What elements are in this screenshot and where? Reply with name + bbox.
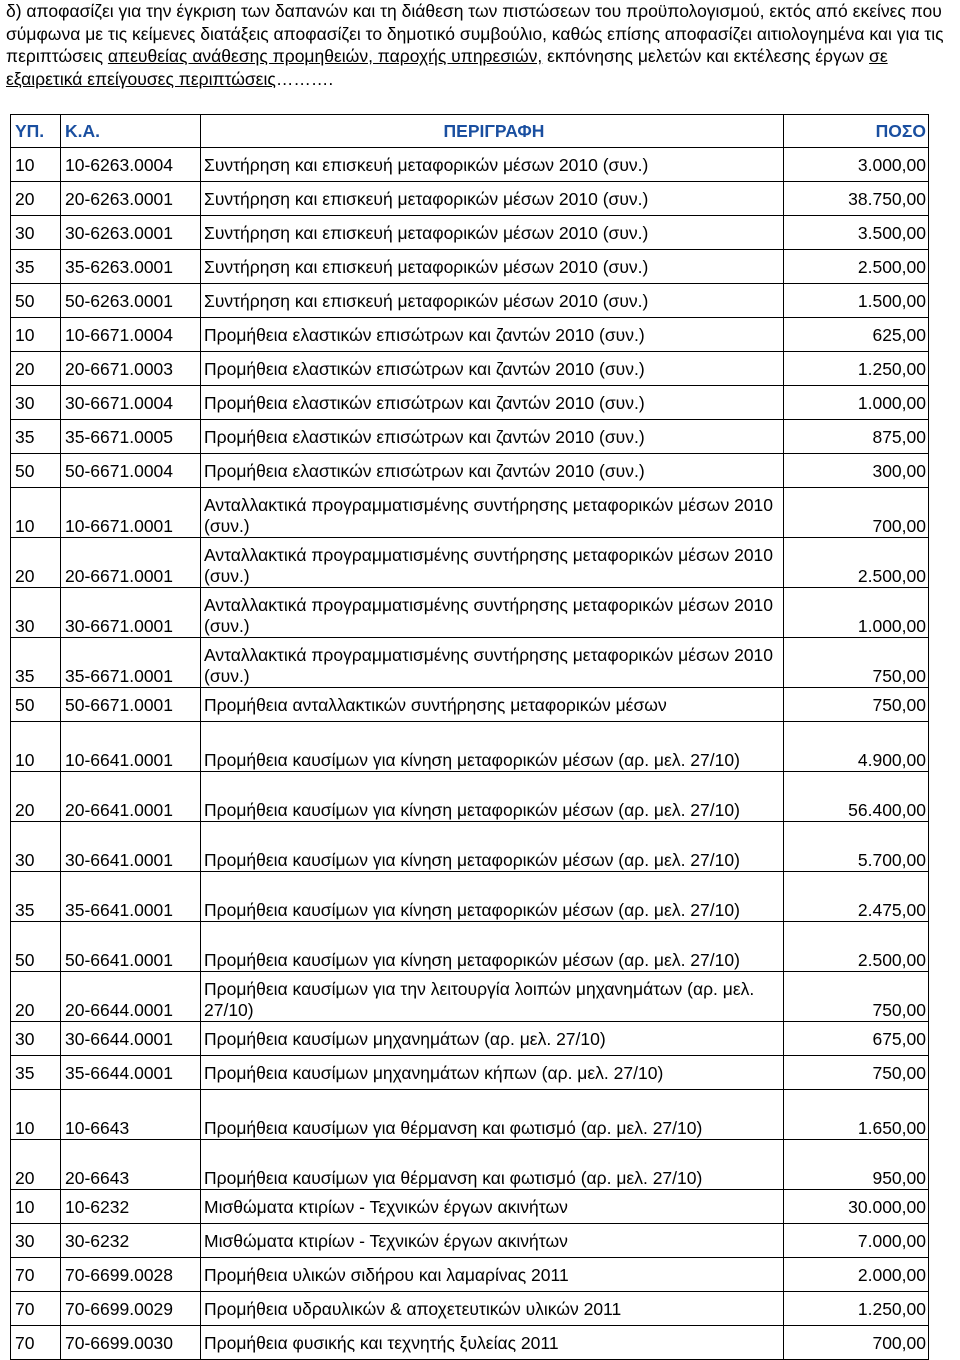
cell-amount: 950,00 [784,1140,929,1190]
cell-yp: 10 [11,318,61,352]
cell-yp: 50 [11,922,61,972]
expenses-table [10,114,929,1360]
cell-amount: 3.500,00 [784,216,929,250]
cell-description: Προμήθεια καυσίμων για θέρμανση και φωτισμό (αρ. μελ. 27/10) [201,1090,784,1140]
cell-yp: 10 [11,1190,61,1224]
cell-amount: 38.750,00 [784,182,929,216]
table-row [11,688,929,722]
cell-description: Προμήθεια καυσίμων για κίνηση μεταφορικών μέσων (αρ. μελ. 27/10) [201,922,784,972]
cell-ka: 20-6643 [61,1140,201,1190]
cell-amount: 2.475,00 [784,872,929,922]
cell-ka: 20-6263.0001 [61,182,201,216]
cell-yp: 35 [11,250,61,284]
cell-yp: 10 [11,488,61,538]
cell-amount: 1.000,00 [784,588,929,638]
cell-amount: 750,00 [784,688,929,722]
cell-ka: 30-6671.0004 [61,386,201,420]
table-row [11,488,929,538]
cell-yp: 20 [11,182,61,216]
cell-ka: 20-6671.0003 [61,352,201,386]
table-row [11,822,929,872]
cell-amount: 56.400,00 [784,772,929,822]
cell-description: Ανταλλακτικά προγραμματισμένης συντήρησης μεταφορικών μέσων 2010 (συν.) [201,538,784,588]
cell-description: Συντήρηση και επισκευή μεταφορικών μέσων 2010 (συν.) [201,182,784,216]
intro-underlined-text: απευθείας ανάθεσης προμηθειών, παροχής υπηρεσιών, [107,46,543,66]
table-row [11,1326,929,1360]
table-header-row [11,115,929,148]
cell-description: Προμήθεια ανταλλακτικών συντήρησης μεταφορικών μέσων [201,688,784,722]
cell-description: Ανταλλακτικά προγραμματισμένης συντήρησης μεταφορικών μέσων 2010 (συν.) [201,488,784,538]
table-row [11,588,929,638]
cell-ka: 10-6671.0001 [61,488,201,538]
cell-description: Συντήρηση και επισκευή μεταφορικών μέσων 2010 (συν.) [201,216,784,250]
cell-amount: 750,00 [784,638,929,688]
cell-description: Προμήθεια καυσίμων για κίνηση μεταφορικών μέσων (αρ. μελ. 27/10) [201,772,784,822]
cell-amount: 750,00 [784,972,929,1022]
cell-yp: 50 [11,688,61,722]
cell-description: Προμήθεια ελαστικών επισώτρων και ζαντών 2010 (συν.) [201,420,784,454]
intro-text: δ) αποφασίζει για την έγκριση των δαπανών και τη διάθεση των πιστώσεων του προϋπολογισμού, εκτός από εκείνες που σύμφωνα με τις κείμενες διατάξεις αποφασίζει το δημοτικό συμβούλιο, καθώς επίσης αποφασίζει αιτιολογημένα και για τις περιπτώσεις [6,1,944,66]
cell-description: Προμήθεια καυσίμων για κίνηση μεταφορικών μέσων (αρ. μελ. 27/10) [201,872,784,922]
cell-yp: 30 [11,1224,61,1258]
cell-yp: 50 [11,454,61,488]
table-row [11,318,929,352]
cell-amount: 1.000,00 [784,386,929,420]
cell-yp: 30 [11,822,61,872]
table-row [11,216,929,250]
cell-ka: 20-6641.0001 [61,772,201,822]
cell-description: Προμήθεια καυσίμων για κίνηση μεταφορικών μέσων (αρ. μελ. 27/10) [201,722,784,772]
cell-ka: 10-6671.0004 [61,318,201,352]
cell-ka: 10-6232 [61,1190,201,1224]
intro-underlined-text-2: σε εξαιρετικά επείγουσες περιπτώσεις [6,46,888,89]
cell-yp: 70 [11,1292,61,1326]
cell-yp: 20 [11,772,61,822]
cell-description: Συντήρηση και επισκευή μεταφορικών μέσων 2010 (συν.) [201,148,784,182]
table-row [11,772,929,822]
intro-ellipsis: ………. [275,68,334,89]
header-description: ΠΕΡΙΓΡΑΦΗ [201,115,784,148]
cell-description: Προμήθεια καυσίμων για θέρμανση και φωτισμό (αρ. μελ. 27/10) [201,1140,784,1190]
cell-description: Μισθώματα κτιρίων - Τεχνικών έργων ακινήτων [201,1190,784,1224]
cell-yp: 35 [11,420,61,454]
table-row [11,1190,929,1224]
table-row [11,420,929,454]
table-row [11,284,929,318]
cell-yp: 30 [11,386,61,420]
table-row [11,1258,929,1292]
cell-yp: 30 [11,588,61,638]
cell-ka: 30-6641.0001 [61,822,201,872]
cell-ka: 30-6671.0001 [61,588,201,638]
table-row [11,1140,929,1190]
cell-amount: 2.500,00 [784,250,929,284]
cell-amount: 675,00 [784,1022,929,1056]
cell-ka: 35-6263.0001 [61,250,201,284]
cell-yp: 20 [11,972,61,1022]
cell-ka: 50-6671.0004 [61,454,201,488]
cell-yp: 30 [11,216,61,250]
cell-description: Προμήθεια καυσίμων μηχανημάτων (αρ. μελ. 27/10) [201,1022,784,1056]
cell-yp: 30 [11,1022,61,1056]
cell-description: Προμήθεια ελαστικών επισώτρων και ζαντών 2010 (συν.) [201,352,784,386]
cell-yp: 20 [11,1140,61,1190]
cell-yp: 35 [11,638,61,688]
cell-amount: 750,00 [784,1056,929,1090]
cell-yp: 20 [11,352,61,386]
cell-description: Προμήθεια καυσίμων για την λειτουργία λοιπών μηχανημάτων (αρ. μελ. 27/10) [201,972,784,1022]
intro-paragraph [6,0,956,90]
cell-amount: 2.000,00 [784,1258,929,1292]
header-yp: ΥΠ. [11,115,61,148]
cell-ka: 30-6644.0001 [61,1022,201,1056]
cell-amount: 1.650,00 [784,1090,929,1140]
table-row [11,872,929,922]
cell-description: Προμήθεια ελαστικών επισώτρων και ζαντών 2010 (συν.) [201,318,784,352]
cell-ka: 35-6641.0001 [61,872,201,922]
cell-yp: 70 [11,1326,61,1360]
cell-amount: 300,00 [784,454,929,488]
cell-yp: 50 [11,284,61,318]
cell-description: Προμήθεια ελαστικών επισώτρων και ζαντών 2010 (συν.) [201,454,784,488]
cell-amount: 4.900,00 [784,722,929,772]
table-row [11,1022,929,1056]
cell-yp: 10 [11,148,61,182]
table-row [11,538,929,588]
cell-amount: 3.000,00 [784,148,929,182]
cell-amount: 1.500,00 [784,284,929,318]
cell-ka: 10-6643 [61,1090,201,1140]
table-row [11,148,929,182]
cell-amount: 700,00 [784,488,929,538]
cell-ka: 35-6671.0005 [61,420,201,454]
table-row [11,250,929,284]
table-row [11,1090,929,1140]
table-row [11,1292,929,1326]
table-row [11,922,929,972]
table-row [11,972,929,1022]
cell-ka: 10-6641.0001 [61,722,201,772]
cell-amount: 2.500,00 [784,922,929,972]
table-row [11,1224,929,1258]
cell-yp: 35 [11,872,61,922]
cell-ka: 70-6699.0030 [61,1326,201,1360]
cell-description: Προμήθεια φυσικής και τεχνητής ξυλείας 2011 [201,1326,784,1360]
cell-amount: 1.250,00 [784,352,929,386]
table-row [11,722,929,772]
cell-yp: 10 [11,1090,61,1140]
cell-ka: 35-6671.0001 [61,638,201,688]
cell-amount: 7.000,00 [784,1224,929,1258]
cell-description: Συντήρηση και επισκευή μεταφορικών μέσων 2010 (συν.) [201,250,784,284]
header-ka: Κ.Α. [61,115,201,148]
cell-description: Προμήθεια καυσίμων μηχανημάτων κήπων (αρ. μελ. 27/10) [201,1056,784,1090]
cell-description: Συντήρηση και επισκευή μεταφορικών μέσων 2010 (συν.) [201,284,784,318]
cell-description: Προμήθεια καυσίμων για κίνηση μεταφορικών μέσων (αρ. μελ. 27/10) [201,822,784,872]
cell-amount: 875,00 [784,420,929,454]
cell-ka: 50-6263.0001 [61,284,201,318]
cell-ka: 30-6263.0001 [61,216,201,250]
table-row [11,638,929,688]
cell-description: Προμήθεια ελαστικών επισώτρων και ζαντών 2010 (συν.) [201,386,784,420]
header-amount: ΠΟΣΟ [784,115,929,148]
cell-description: Προμήθεια υλικών σιδήρου και λαμαρίνας 2011 [201,1258,784,1292]
table-row [11,352,929,386]
table-row [11,1056,929,1090]
cell-yp: 20 [11,538,61,588]
intro-text-mid: εκπόνησης μελετών και εκτέλεσης έργων [542,46,870,66]
cell-amount: 700,00 [784,1326,929,1360]
cell-ka: 20-6644.0001 [61,972,201,1022]
cell-description: Ανταλλακτικά προγραμματισμένης συντήρησης μεταφορικών μέσων 2010 (συν.) [201,638,784,688]
cell-ka: 10-6263.0004 [61,148,201,182]
cell-ka: 50-6641.0001 [61,922,201,972]
cell-amount: 5.700,00 [784,822,929,872]
cell-yp: 70 [11,1258,61,1292]
table-row [11,386,929,420]
table-body [11,148,929,1360]
cell-amount: 30.000,00 [784,1190,929,1224]
cell-yp: 10 [11,722,61,772]
cell-amount: 625,00 [784,318,929,352]
cell-amount: 1.250,00 [784,1292,929,1326]
cell-description: Προμήθεια υδραυλικών & αποχετευτικών υλικών 2011 [201,1292,784,1326]
cell-amount: 2.500,00 [784,538,929,588]
cell-ka: 70-6699.0028 [61,1258,201,1292]
cell-description: Μισθώματα κτιρίων - Τεχνικών έργων ακινήτων [201,1224,784,1258]
cell-ka: 70-6699.0029 [61,1292,201,1326]
cell-ka: 50-6671.0001 [61,688,201,722]
table-row [11,454,929,488]
table-row [11,182,929,216]
cell-ka: 20-6671.0001 [61,538,201,588]
cell-ka: 35-6644.0001 [61,1056,201,1090]
cell-ka: 30-6232 [61,1224,201,1258]
cell-description: Ανταλλακτικά προγραμματισμένης συντήρησης μεταφορικών μέσων 2010 (συν.) [201,588,784,638]
cell-yp: 35 [11,1056,61,1090]
